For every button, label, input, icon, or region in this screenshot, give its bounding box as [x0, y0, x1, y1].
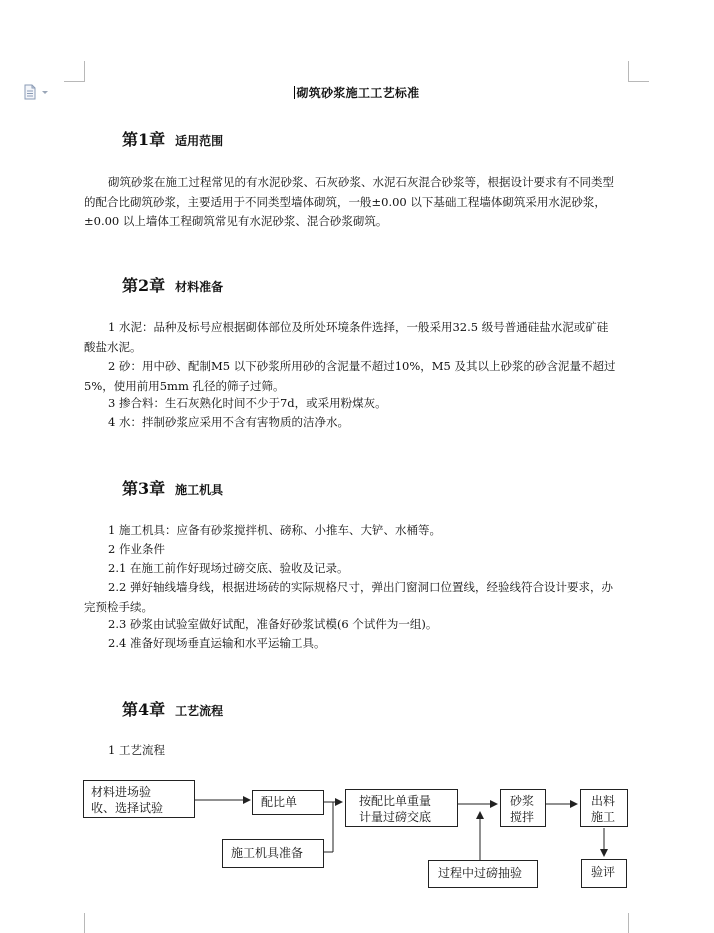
flow-box-text: 砂浆: [510, 794, 535, 808]
flow-box-weigh: [345, 789, 458, 827]
chapter-title: 适用范围: [175, 134, 224, 148]
paragraph: 2 作业条件: [108, 542, 165, 556]
paragraph: 2.1 在施工前作好现场过磅交底、验收及记录。: [108, 561, 349, 575]
flow-box-text: 计量过磅交底: [359, 810, 432, 824]
paragraph: 1 水泥：品种及标号应根据砌体部位及所处环境条件选择，一般采用32.5 级号普通硅盐水泥或矿硅酸盐水泥。: [84, 320, 609, 354]
chapter-1-heading: [122, 127, 223, 150]
flow-box-text: 材料进场验: [91, 785, 152, 799]
flow-box-text: 验评: [591, 865, 616, 879]
flow-box-text: 施工: [591, 810, 616, 824]
crop-mark-bottom-right: [628, 913, 649, 933]
chapter-3-heading: [122, 476, 223, 499]
flow-box-tools: [222, 839, 324, 868]
chapter-title: 材料准备: [175, 280, 224, 294]
flow-box-text: 收、选择试验: [91, 801, 164, 815]
paragraph: 4 水：拌制砂浆应采用不含有害物质的洁净水。: [108, 415, 349, 429]
paragraph: 砌筑砂浆在施工过程常见的有水泥砂浆、石灰砂浆、水泥石灰混合砂浆等，根据设计要求有不同类型的配合比砌筑砂浆，主要适用于不同类型墙体砌筑，一般±0.00 以下基础工程墙体砌筑采用水泥砂浆，±0.00 以上墙体工程砌筑常见有水泥砂浆、混合砂浆砌筑。: [84, 175, 614, 228]
paragraph: 2.4 准备好现场垂直运输和水平运输工具。: [108, 636, 326, 650]
flow-box-mix-sheet: [252, 790, 324, 815]
flow-box-text: 按配比单重量: [359, 794, 432, 808]
crop-mark-top-left: [64, 61, 85, 82]
flow-box-text: 搅拌: [510, 810, 535, 824]
flow-box-stir: [500, 789, 546, 827]
paragraph: 2.3 砂浆由试验室做好试配，准备好砂浆试模(6 个试件为一组)。: [108, 617, 438, 631]
flow-box-inspect: [428, 860, 538, 888]
flow-box-text: 过程中过磅抽验: [438, 866, 523, 880]
document-title[interactable]: [0, 84, 714, 101]
flow-box-material: [83, 780, 195, 818]
crop-mark-bottom-left: [64, 913, 85, 933]
chapter-title: 施工机具: [175, 483, 224, 497]
crop-mark-top-right: [628, 61, 649, 82]
chapter-title: 工艺流程: [175, 704, 224, 718]
document-title-text: 砌筑砂浆施工工艺标准: [296, 86, 420, 100]
chapter-number: 第1章: [122, 130, 166, 149]
paragraph: 2 砂：用中砂、配制M5 以下砂浆所用砂的含泥量不超过10%，M5 及其以上砂浆的砂含泥量不超过5%，使用前用5mm 孔径的筛子过筛。: [84, 359, 616, 393]
chapter-2-heading: [122, 273, 223, 296]
paragraph: 3 掺合料：生石灰熟化时间不少于7d，或采用粉煤灰。: [108, 396, 387, 410]
paragraph: 1 施工机具：应备有砂浆搅拌机、磅称、小推车、大铲、水桶等。: [108, 523, 441, 537]
chapter-4-heading: [122, 697, 223, 720]
paragraph: 2.2 弹好轴线墙身线，根据进场砖的实际规格尺寸，弹出门窗洞口位置线，经验线符合设计要求，办完预检手续。: [84, 580, 613, 614]
paragraph: 1 工艺流程: [108, 743, 165, 757]
flow-box-text: 出料: [591, 794, 616, 808]
flow-box-evaluate: [581, 859, 627, 888]
chapter-number: 第2章: [122, 276, 166, 295]
flow-box-text: 配比单: [261, 795, 298, 809]
flow-box-text: 施工机具准备: [231, 846, 304, 860]
chapter-number: 第3章: [122, 479, 166, 498]
chapter-number: 第4章: [122, 700, 166, 719]
flow-box-discharge: [580, 789, 628, 827]
